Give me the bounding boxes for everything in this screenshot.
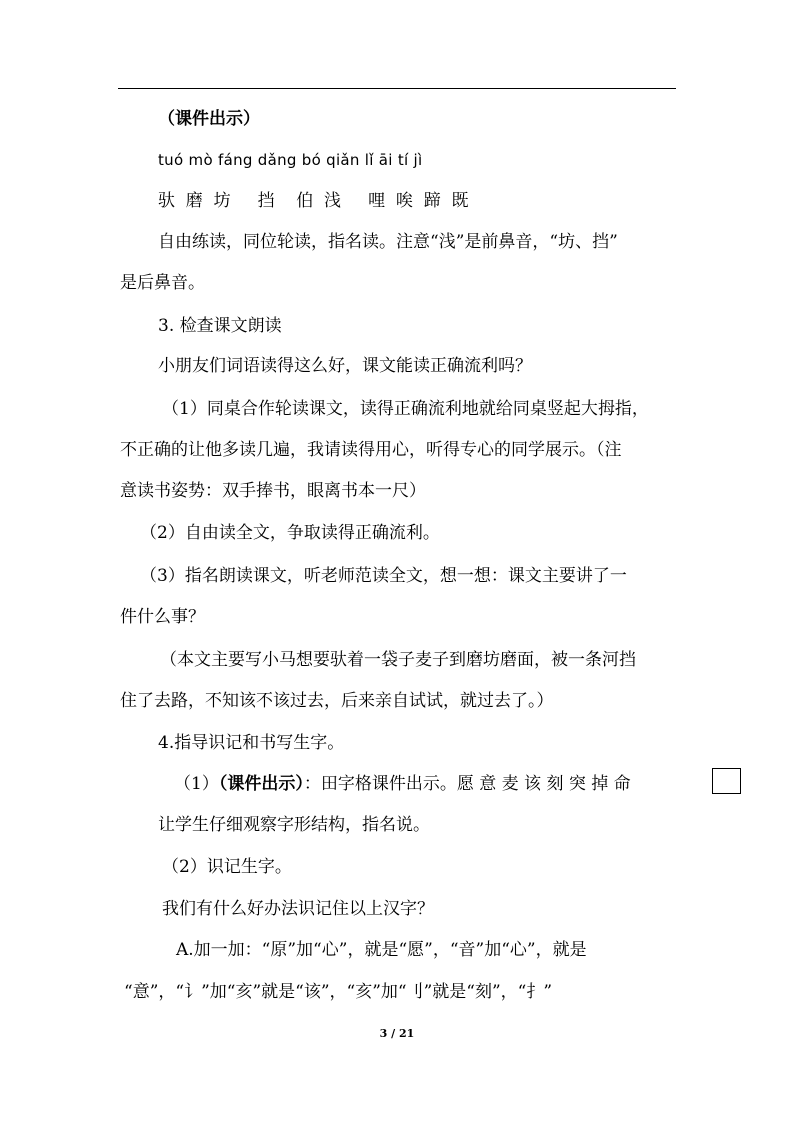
paragraph-line: 小朋友们词语读得这么好，课文能读正确流利吗？ — [158, 356, 532, 376]
courseware-label: （课件出示） — [158, 109, 260, 129]
paragraph-line: 自由练读，同位轮读，指名读。注意“浅”是前鼻音，“坊、挡” — [158, 232, 618, 252]
paragraph-line: 意读书姿势：双手捧书，眼离书本一尺） — [120, 481, 426, 501]
header-rule — [118, 88, 676, 89]
paragraph-line — [174, 772, 631, 796]
section-heading: 3. 检查课文朗读 — [158, 316, 282, 336]
paragraph-line: （1）同桌合作轮读课文，读得正确流利地就给同桌竖起大拇指， — [162, 399, 649, 419]
section-heading: 4.指导识记和书写生字。 — [158, 733, 345, 753]
paragraph-line: （本文主要写小马想要驮着一袋子麦子到磨坊磨面，被一条河挡 — [160, 650, 636, 670]
paragraph-line: 是后鼻音。 — [120, 273, 205, 293]
paragraph-line: 让学生仔细观察字形结构，指名说。 — [158, 815, 430, 835]
margin-box — [712, 768, 741, 794]
item-text: ：田字格课件出示。愿 意 麦 该 刻 突 掉 命 — [303, 774, 631, 794]
paragraph-line: 我们有什么好办法识记住以上汉字？ — [162, 899, 434, 919]
courseware-label: （课件出示） — [218, 774, 304, 794]
paragraph-line: 不正确的让他多读几遍，我请读得用心，听得专心的同学展示。（注 — [120, 440, 622, 460]
character-line: 驮 磨 坊 挡 伯 浅 哩 唉 蹄 既 — [158, 191, 469, 211]
paragraph-line: A.加一加：“原”加“心”，就是“愿”，“音”加“心”，就是 — [176, 940, 587, 960]
paragraph-line: （2）识记生字。 — [162, 857, 292, 877]
pinyin-line: tuó mò fáng dǎng bó qiǎn lǐ āi tí jì — [158, 151, 423, 169]
paragraph-line: （3）指名朗读课文，听老师范读全文，想一想：课文主要讲了一 — [140, 566, 627, 586]
paragraph-line: 件什么事？ — [120, 607, 205, 627]
page-number: 3 / 21 — [379, 1027, 415, 1040]
paragraph-line: 住了去路，不知该不该过去，后来亲自试试，就过去了。） — [120, 691, 554, 711]
item-number: （1） — [174, 774, 219, 794]
paragraph-line: “意”，“讠”加“亥”就是“该”，“亥”加“刂”就是“刻”，“扌” — [124, 982, 553, 1002]
paragraph-line: （2）自由读全文，争取读得正确流利。 — [140, 523, 440, 543]
